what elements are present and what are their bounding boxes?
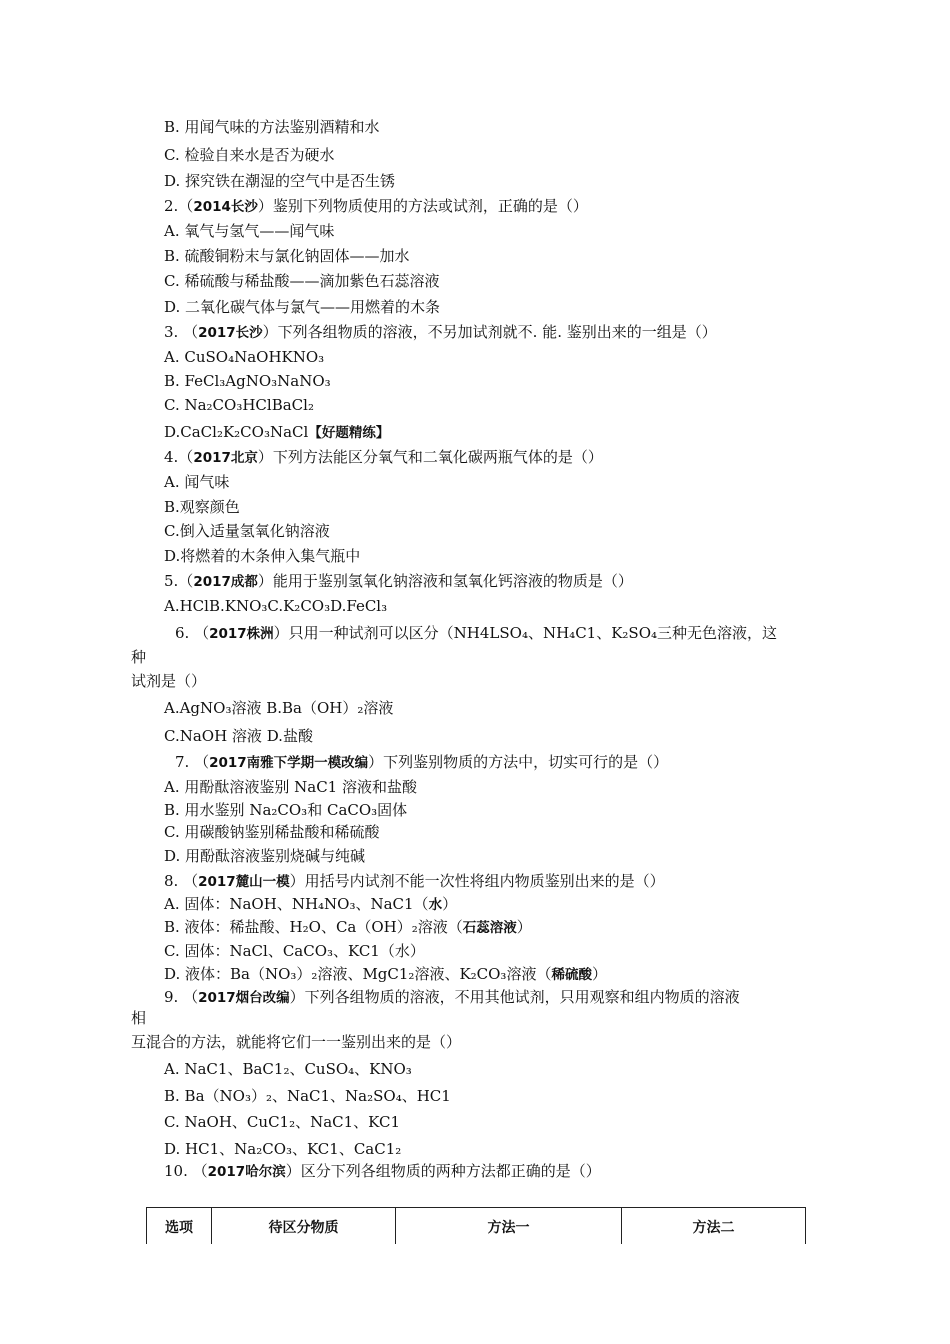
question-text: ）鉴别下列物质使用的方法或试剂，正确的是（） xyxy=(257,197,588,215)
question-source: 2014长沙 xyxy=(193,199,258,215)
q4-option-a: A. 闻气味 xyxy=(164,473,230,491)
question-text: ）下列各组物质的溶液，不另加试剂就不. 能. 鉴别出来的一组是（） xyxy=(262,323,717,341)
table-header-row xyxy=(147,1208,806,1245)
question-9 xyxy=(164,987,740,1008)
q5-options: A.HClB.KNO₃C.K₂CO₃D.FeCl₃ xyxy=(164,597,388,615)
q7-option-c: C. 用碳酸钠鉴别稀盐酸和稀硫酸 xyxy=(164,823,380,841)
question-number: 5.（ xyxy=(164,572,194,590)
q1-option-d: D. 探究铁在潮湿的空气中是否生锈 xyxy=(164,172,396,190)
q9-option-d: D. HC1、Na₂CO₃、KC1、CaC1₂ xyxy=(164,1140,402,1158)
question-source: 2017南雅下学期一模改编 xyxy=(209,755,369,771)
q8-option-b xyxy=(164,917,532,938)
q9-option-c: C. NaOH、CuC1₂、NaC1、KC1 xyxy=(164,1113,401,1131)
question-number: 10. （ xyxy=(164,1162,208,1180)
q4-option-b: B.观察颜色 xyxy=(164,498,240,516)
option-close: ） xyxy=(442,895,458,913)
question-6-wrap: 种 xyxy=(131,648,147,666)
table-header-cell xyxy=(212,1208,396,1245)
question-source: 2017麓山一模 xyxy=(198,874,290,890)
q1-option-b: B. 用闻气味的方法鉴别酒精和水 xyxy=(164,118,380,136)
q2-option-c: C. 稀硫酸与稀盐酸——滴加紫色石蕊溶液 xyxy=(164,272,440,290)
question-source: 2017烟台改编 xyxy=(198,990,290,1006)
q1-option-c: C. 检验自来水是否为硬水 xyxy=(164,146,335,164)
question-number: 9. （ xyxy=(164,988,199,1006)
q6-options-ab: A.AgNO₃溶液 B.Ba（OH）₂溶液 xyxy=(164,699,394,717)
q7-option-b: B. 用水鉴别 Na₂CO₃和 CaCO₃固体 xyxy=(164,801,408,819)
section-heading: 【好题精练】 xyxy=(308,425,390,441)
q6-options-cd: C.NaOH 溶液 D.盐酸 xyxy=(164,727,313,745)
question-number: 3. （ xyxy=(164,323,199,341)
question-number: 4.（ xyxy=(164,448,194,466)
option-text: A. 固体：NaOH、NH₄NO₃、NaC1（ xyxy=(164,895,429,913)
q3-option-c: C. Na₂CO₃HClBaCl₂ xyxy=(164,396,314,414)
header-label: 方法二 xyxy=(692,1220,735,1236)
question-text: ）能用于鉴别氢氧化钠溶液和氢氧化钙溶液的物质是（） xyxy=(257,572,633,590)
q2-option-d: D. 二氧化碳气体与氯气——用燃着的木条 xyxy=(164,298,441,316)
question-source: 2017株洲 xyxy=(209,626,274,642)
question-source: 2017哈尔滨 xyxy=(207,1164,286,1180)
question-4 xyxy=(164,447,603,468)
question-6-cont: 试剂是（） xyxy=(131,672,207,690)
question-source: 2017长沙 xyxy=(198,325,263,341)
q8-option-c: C. 固体：NaCl、CaCO₃、KC1（水） xyxy=(164,942,425,960)
q3-option-a: A. CuSO₄NaOHKNO₃ xyxy=(164,348,325,366)
option-close: ） xyxy=(591,965,607,983)
question-8 xyxy=(164,871,665,892)
table-header-cell xyxy=(396,1208,622,1245)
question-6 xyxy=(175,623,777,644)
question-text: ）用括号内试剂不能一次性将组内物质鉴别出来的是（） xyxy=(289,872,665,890)
question-text: ）下列鉴别物质的方法中，切实可行的是（） xyxy=(368,753,669,771)
table-header-cell xyxy=(622,1208,806,1245)
question-number: 6. （ xyxy=(175,624,210,642)
reagent: 稀硫酸 xyxy=(551,967,592,983)
q7-option-d: D. 用酚酞溶液鉴别烧碱与纯碱 xyxy=(164,847,366,865)
question-source: 2017北京 xyxy=(193,450,258,466)
q9-option-a: A. NaC1、BaC1₂、CuSO₄、KNO₃ xyxy=(164,1060,412,1078)
q2-option-a: A. 氧气与氢气——闻气味 xyxy=(164,222,335,240)
q3-option-d xyxy=(164,422,389,443)
option-text: D.CaCl₂K₂CO₃NaCl xyxy=(164,423,309,441)
question-text: ）下列方法能区分氧气和二氧化碳两瓶气体的是（） xyxy=(257,448,603,466)
q7-option-a: A. 用酚酞溶液鉴别 NaC1 溶液和盐酸 xyxy=(164,778,417,796)
question-number: 7. （ xyxy=(175,753,210,771)
question-text: ）只用一种试剂可以区分（NH4LSO₄、NH₄C1、K₂SO₄三种无色溶液，这 xyxy=(273,624,778,642)
question-7 xyxy=(175,752,668,773)
header-label: 方法一 xyxy=(487,1220,530,1236)
question-number: 8. （ xyxy=(164,872,199,890)
q3-option-b: B. FeCl₃AgNO₃NaNO₃ xyxy=(164,372,331,390)
q4-option-d: D.将燃着的木条伸入集气瓶中 xyxy=(164,547,361,565)
question-number: 2.（ xyxy=(164,197,194,215)
question-source: 2017成都 xyxy=(193,574,258,590)
question-5 xyxy=(164,571,633,592)
reagent: 水 xyxy=(428,897,443,913)
question-text: ）区分下列各组物质的两种方法都正确的是（） xyxy=(285,1162,601,1180)
question-10 xyxy=(164,1161,601,1182)
option-close: ） xyxy=(516,918,532,936)
question-3 xyxy=(164,322,717,343)
header-label: 选项 xyxy=(165,1220,193,1236)
q9-option-b: B. Ba（NO₃）₂、NaC1、Na₂SO₄、HC1 xyxy=(164,1087,451,1105)
table-header-cell xyxy=(147,1208,212,1245)
header-label: 待区分物质 xyxy=(268,1220,339,1236)
question-2 xyxy=(164,196,588,217)
question-9-wrap: 相 xyxy=(131,1009,147,1027)
q4-option-c: C.倒入适量氢氧化钠溶液 xyxy=(164,522,330,540)
q2-option-b: B. 硫酸铜粉末与氯化钠固体——加水 xyxy=(164,247,410,265)
option-text: D. 液体：Ba（NO₃）₂溶液、MgC1₂溶液、K₂CO₃溶液（ xyxy=(164,965,552,983)
question-9-cont: 互混合的方法，就能将它们一一鉴别出来的是（） xyxy=(131,1033,462,1051)
q8-option-a xyxy=(164,894,457,915)
option-text: B. 液体：稀盐酸、H₂O、Ca（OH）₂溶液（ xyxy=(164,918,463,936)
reagent: 石蕊溶液 xyxy=(462,920,517,936)
q8-option-d xyxy=(164,964,607,985)
methods-table xyxy=(146,1207,806,1244)
question-text: ）下列各组物质的溶液，不用其他试剂，只用观察和组内物质的溶液 xyxy=(289,988,740,1006)
